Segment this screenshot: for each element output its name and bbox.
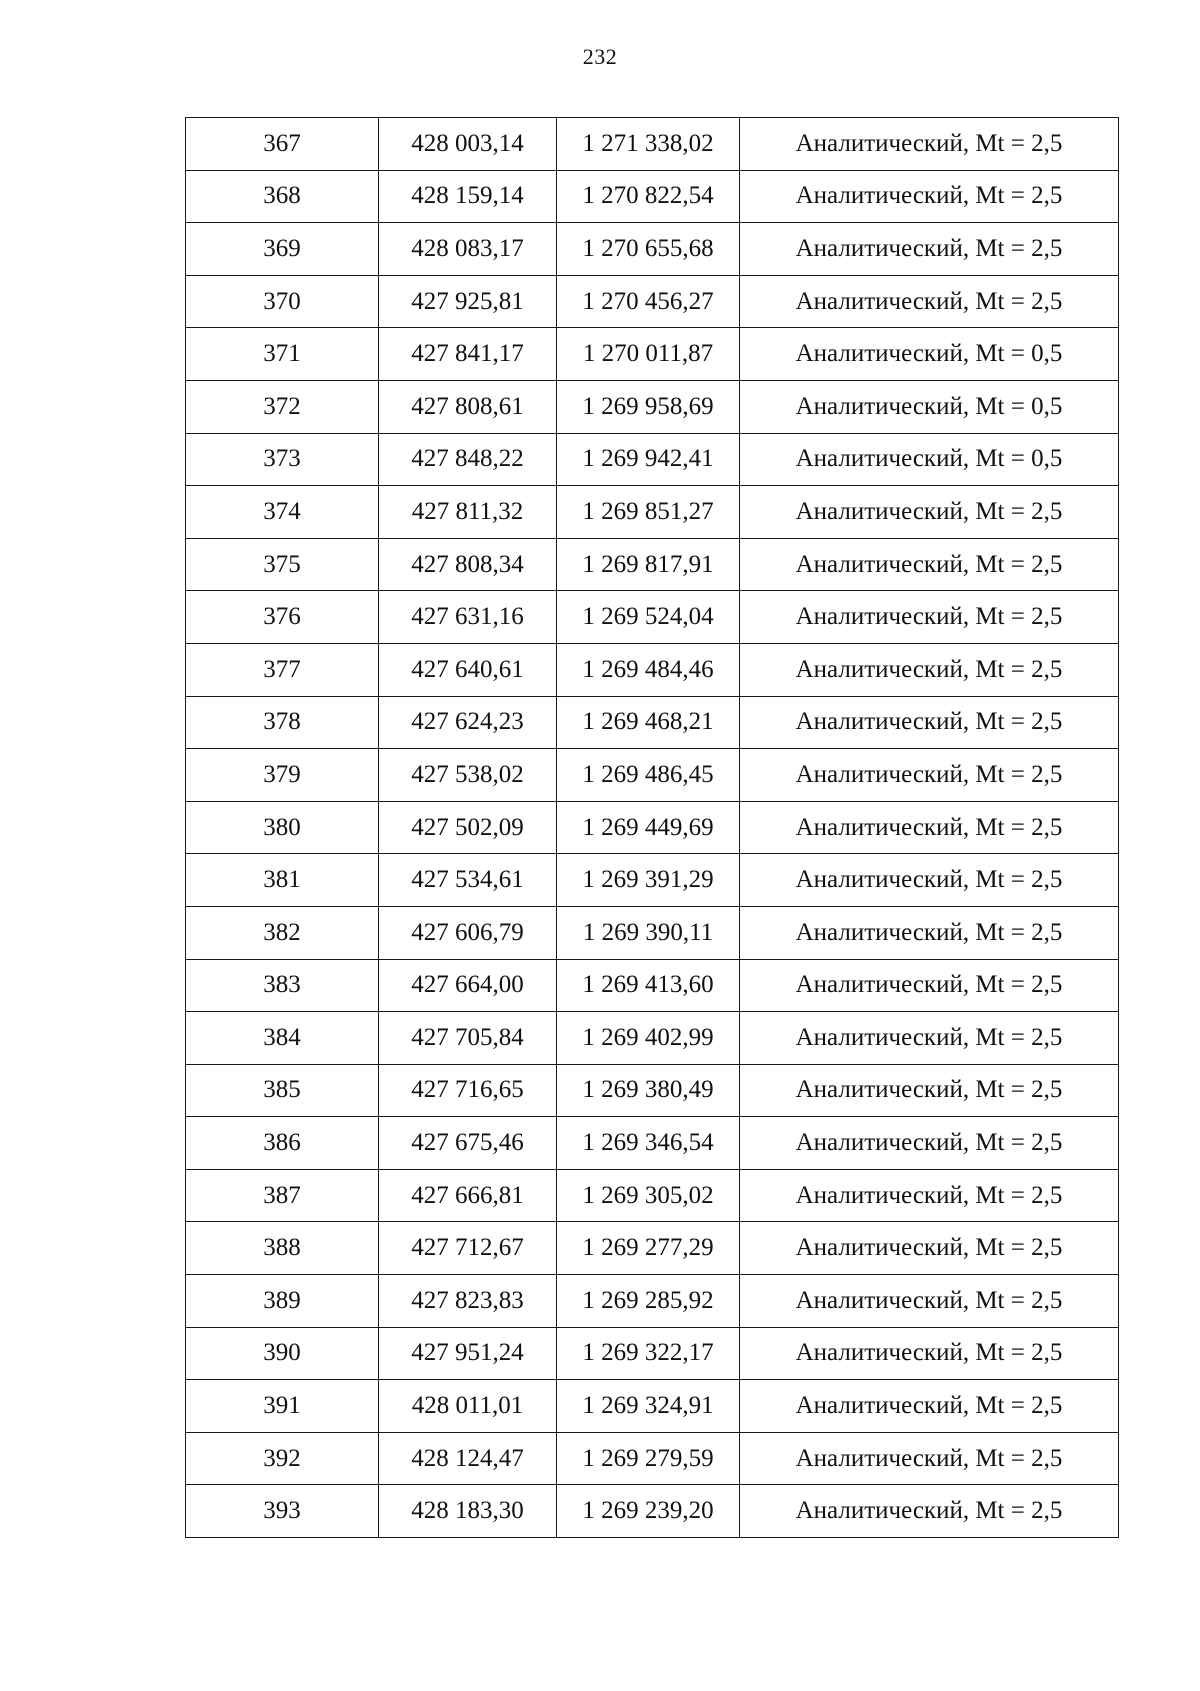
x-coordinate-cell: 428 183,30 [379, 1485, 557, 1538]
table-row [186, 1222, 1119, 1275]
table-row [186, 1432, 1119, 1485]
point-number-cell: 375 [186, 538, 379, 591]
x-coordinate-cell: 427 502,09 [379, 801, 557, 854]
table-row [186, 696, 1119, 749]
point-number-cell: 378 [186, 696, 379, 749]
table-row [186, 275, 1119, 328]
point-number-cell: 369 [186, 223, 379, 276]
point-number-cell: 390 [186, 1327, 379, 1380]
method-cell: Аналитический, Mt = 2,5 [740, 1275, 1119, 1328]
method-cell: Аналитический, Mt = 2,5 [740, 1169, 1119, 1222]
point-number-cell: 381 [186, 854, 379, 907]
point-number-cell: 392 [186, 1432, 379, 1485]
method-cell: Аналитический, Mt = 2,5 [740, 486, 1119, 539]
y-coordinate-cell: 1 269 279,59 [557, 1432, 740, 1485]
method-cell: Аналитический, Mt = 2,5 [740, 801, 1119, 854]
table-row [186, 223, 1119, 276]
y-coordinate-cell: 1 270 011,87 [557, 328, 740, 381]
y-coordinate-cell: 1 269 277,29 [557, 1222, 740, 1275]
x-coordinate-cell: 427 925,81 [379, 275, 557, 328]
table-row [186, 906, 1119, 959]
method-cell: Аналитический, Mt = 2,5 [740, 223, 1119, 276]
point-number-cell: 388 [186, 1222, 379, 1275]
x-coordinate-cell: 427 951,24 [379, 1327, 557, 1380]
y-coordinate-cell: 1 269 305,02 [557, 1169, 740, 1222]
method-cell: Аналитический, Mt = 2,5 [740, 643, 1119, 696]
method-cell: Аналитический, Mt = 2,5 [740, 1380, 1119, 1433]
method-cell: Аналитический, Mt = 2,5 [740, 275, 1119, 328]
point-number-cell: 376 [186, 591, 379, 644]
method-cell: Аналитический, Mt = 2,5 [740, 749, 1119, 802]
method-cell: Аналитический, Mt = 2,5 [740, 591, 1119, 644]
x-coordinate-cell: 427 538,02 [379, 749, 557, 802]
page-number: 232 [582, 44, 618, 69]
table-row [186, 1012, 1119, 1065]
table-row [186, 486, 1119, 539]
x-coordinate-cell: 427 823,83 [379, 1275, 557, 1328]
point-number-cell: 370 [186, 275, 379, 328]
table-row [186, 749, 1119, 802]
x-coordinate-cell: 427 675,46 [379, 1117, 557, 1170]
method-cell: Аналитический, Mt = 2,5 [740, 1222, 1119, 1275]
table-row [186, 591, 1119, 644]
y-coordinate-cell: 1 271 338,02 [557, 118, 740, 171]
table-row [186, 1117, 1119, 1170]
point-number-cell: 382 [186, 906, 379, 959]
y-coordinate-cell: 1 269 391,29 [557, 854, 740, 907]
method-cell: Аналитический, Mt = 2,5 [740, 1485, 1119, 1538]
point-number-cell: 391 [186, 1380, 379, 1433]
y-coordinate-cell: 1 269 449,69 [557, 801, 740, 854]
method-cell: Аналитический, Mt = 2,5 [740, 538, 1119, 591]
table-row [186, 801, 1119, 854]
point-number-cell: 393 [186, 1485, 379, 1538]
table-row [186, 1327, 1119, 1380]
x-coordinate-cell: 427 664,00 [379, 959, 557, 1012]
method-cell: Аналитический, Mt = 2,5 [740, 170, 1119, 223]
x-coordinate-cell: 428 083,17 [379, 223, 557, 276]
x-coordinate-cell: 427 712,67 [379, 1222, 557, 1275]
x-coordinate-cell: 427 624,23 [379, 696, 557, 749]
x-coordinate-cell: 427 534,61 [379, 854, 557, 907]
y-coordinate-cell: 1 269 322,17 [557, 1327, 740, 1380]
table-row [186, 1380, 1119, 1433]
y-coordinate-cell: 1 269 486,45 [557, 749, 740, 802]
table-row [186, 1485, 1119, 1538]
method-cell: Аналитический, Mt = 2,5 [740, 1012, 1119, 1065]
x-coordinate-cell: 427 848,22 [379, 433, 557, 486]
method-cell: Аналитический, Mt = 2,5 [740, 854, 1119, 907]
point-number-cell: 384 [186, 1012, 379, 1065]
method-cell: Аналитический, Mt = 2,5 [740, 1064, 1119, 1117]
y-coordinate-cell: 1 269 413,60 [557, 959, 740, 1012]
table-row [186, 1275, 1119, 1328]
method-cell: Аналитический, Mt = 0,5 [740, 380, 1119, 433]
coordinates-table-body [186, 118, 1119, 1538]
x-coordinate-cell: 427 631,16 [379, 591, 557, 644]
x-coordinate-cell: 428 003,14 [379, 118, 557, 171]
x-coordinate-cell: 427 666,81 [379, 1169, 557, 1222]
y-coordinate-cell: 1 269 942,41 [557, 433, 740, 486]
x-coordinate-cell: 427 811,32 [379, 486, 557, 539]
table-row [186, 380, 1119, 433]
table-row [186, 170, 1119, 223]
method-cell: Аналитический, Mt = 2,5 [740, 1117, 1119, 1170]
table-row [186, 854, 1119, 907]
point-number-cell: 377 [186, 643, 379, 696]
y-coordinate-cell: 1 269 468,21 [557, 696, 740, 749]
y-coordinate-cell: 1 269 402,99 [557, 1012, 740, 1065]
table-row [186, 328, 1119, 381]
x-coordinate-cell: 427 808,34 [379, 538, 557, 591]
y-coordinate-cell: 1 270 655,68 [557, 223, 740, 276]
x-coordinate-cell: 427 640,61 [379, 643, 557, 696]
point-number-cell: 380 [186, 801, 379, 854]
y-coordinate-cell: 1 269 817,91 [557, 538, 740, 591]
y-coordinate-cell: 1 269 851,27 [557, 486, 740, 539]
coordinates-table [185, 117, 1119, 1538]
table-row [186, 1064, 1119, 1117]
table-row [186, 959, 1119, 1012]
y-coordinate-cell: 1 269 390,11 [557, 906, 740, 959]
y-coordinate-cell: 1 270 456,27 [557, 275, 740, 328]
y-coordinate-cell: 1 269 958,69 [557, 380, 740, 433]
x-coordinate-cell: 427 841,17 [379, 328, 557, 381]
method-cell: Аналитический, Mt = 2,5 [740, 1432, 1119, 1485]
y-coordinate-cell: 1 269 346,54 [557, 1117, 740, 1170]
point-number-cell: 389 [186, 1275, 379, 1328]
y-coordinate-cell: 1 269 380,49 [557, 1064, 740, 1117]
point-number-cell: 385 [186, 1064, 379, 1117]
point-number-cell: 374 [186, 486, 379, 539]
x-coordinate-cell: 427 705,84 [379, 1012, 557, 1065]
method-cell: Аналитический, Mt = 2,5 [740, 696, 1119, 749]
y-coordinate-cell: 1 269 484,46 [557, 643, 740, 696]
x-coordinate-cell: 428 011,01 [379, 1380, 557, 1433]
method-cell: Аналитический, Mt = 0,5 [740, 433, 1119, 486]
x-coordinate-cell: 428 124,47 [379, 1432, 557, 1485]
point-number-cell: 373 [186, 433, 379, 486]
point-number-cell: 387 [186, 1169, 379, 1222]
table-row [186, 643, 1119, 696]
method-cell: Аналитический, Mt = 0,5 [740, 328, 1119, 381]
method-cell: Аналитический, Mt = 2,5 [740, 118, 1119, 171]
y-coordinate-cell: 1 269 324,91 [557, 1380, 740, 1433]
point-number-cell: 372 [186, 380, 379, 433]
method-cell: Аналитический, Mt = 2,5 [740, 959, 1119, 1012]
table-row [186, 1169, 1119, 1222]
point-number-cell: 383 [186, 959, 379, 1012]
table-row [186, 538, 1119, 591]
point-number-cell: 368 [186, 170, 379, 223]
method-cell: Аналитический, Mt = 2,5 [740, 1327, 1119, 1380]
point-number-cell: 367 [186, 118, 379, 171]
method-cell: Аналитический, Mt = 2,5 [740, 906, 1119, 959]
point-number-cell: 379 [186, 749, 379, 802]
x-coordinate-cell: 428 159,14 [379, 170, 557, 223]
y-coordinate-cell: 1 269 285,92 [557, 1275, 740, 1328]
x-coordinate-cell: 427 716,65 [379, 1064, 557, 1117]
point-number-cell: 371 [186, 328, 379, 381]
point-number-cell: 386 [186, 1117, 379, 1170]
y-coordinate-cell: 1 269 524,04 [557, 591, 740, 644]
table-row [186, 433, 1119, 486]
table-row [186, 118, 1119, 171]
x-coordinate-cell: 427 808,61 [379, 380, 557, 433]
x-coordinate-cell: 427 606,79 [379, 906, 557, 959]
y-coordinate-cell: 1 269 239,20 [557, 1485, 740, 1538]
y-coordinate-cell: 1 270 822,54 [557, 170, 740, 223]
